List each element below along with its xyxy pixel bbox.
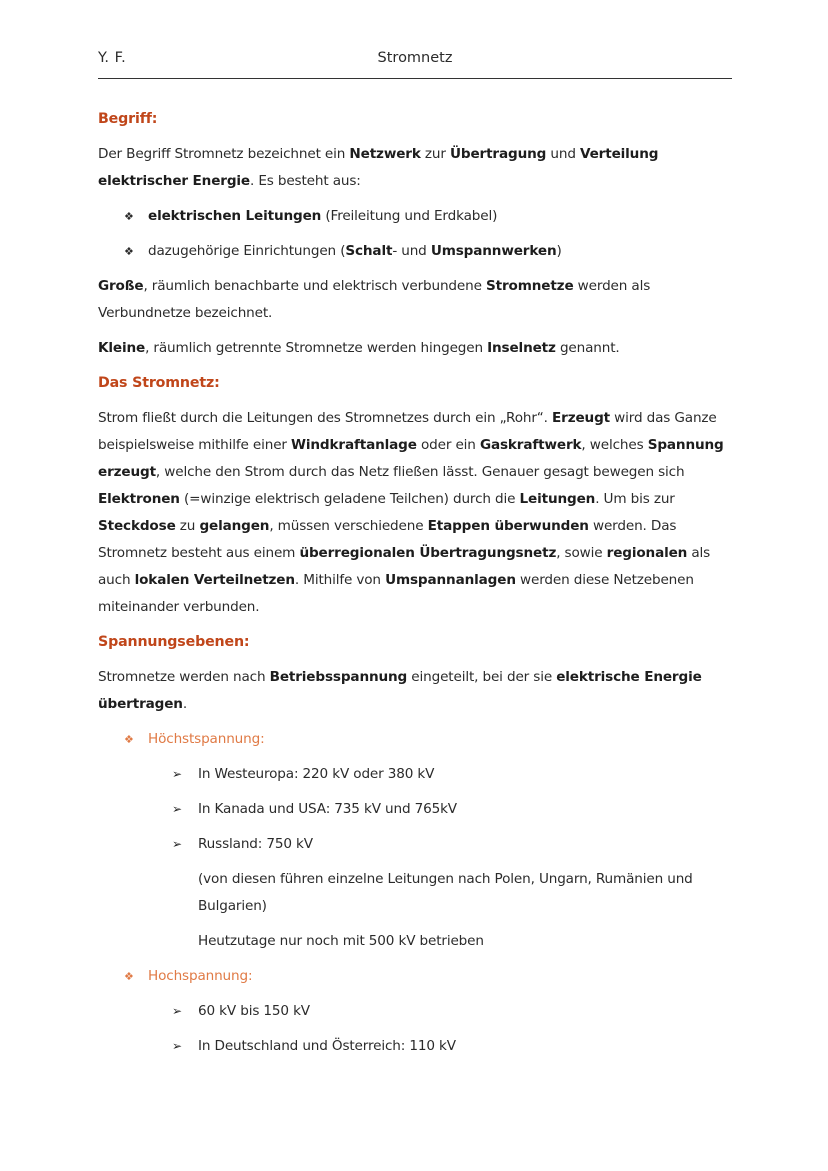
arrow-bullet-icon: ➢ <box>172 1039 182 1053</box>
begriff-intro: Der Begriff Stromnetz bezeichnet ein Netzwerk zur Übertragung und Verteilung elektrischer Energie. Es besteht aus: <box>98 146 659 189</box>
document-body <box>98 106 738 1068</box>
paragraph-inselnetz: Kleine, räumlich getrennte Stromnetze werden hingegen Inselnetz genannt. <box>98 340 620 356</box>
heading-spannungsebenen: Spannungsebenen: <box>98 634 250 650</box>
list-item: ➢ 60 kV bis 150 kV <box>98 998 738 1025</box>
arrow-bullet-icon: ➢ <box>172 802 182 816</box>
diamond-bullet-icon: ❖ <box>124 210 134 223</box>
list-item: ➢ In Deutschland und Österreich: 110 kV <box>98 1033 738 1060</box>
page-header <box>98 48 732 79</box>
bullet-einrichtungen: ❖ dazugehörige Einrichtungen (Schalt- und Umspannwerken) <box>98 238 738 265</box>
heading-stromnetz: Das Stromnetz: <box>98 375 220 391</box>
note-russland-heute: Heutzutage nur noch mit 500 kV betrieben <box>198 933 484 949</box>
list-item: ➢ In Kanada und USA: 735 kV und 765kV <box>98 796 738 823</box>
author-initials: Y. F. <box>98 50 127 66</box>
arrow-bullet-icon: ➢ <box>172 1004 182 1018</box>
paragraph-stromnetz: Strom fließt durch die Leitungen des Stromnetzes durch ein „Rohr“. Erzeugt wird das Ganze beispielsweise mithilfe einer Windkraftanlage oder ein Gaskraftwerk, welches Spannung erzeugt, welche den Strom durch das Netz fließen lässt. Genauer gesagt bewegen sich Elektronen (=winzige elektrisch geladene Teilchen) durch die Leitungen. Um bis zur Steckdose zu gelangen, müssen verschiedene Etappen überwunden werden. Das Stromnetz besteht aus einem überregionalen Übertragungsnetz, sowie regionalen als auch lokalen Verteilnetzen. Mithilfe von Umspannanlagen werden diese Netzebenen miteinander verbunden. <box>98 410 724 615</box>
bullet-leitungen: ❖ elektrischen Leitungen (Freileitung und Erdkabel) <box>98 203 738 230</box>
diamond-bullet-icon: ❖ <box>124 733 134 746</box>
diamond-bullet-icon: ❖ <box>124 245 134 258</box>
note-russland-leitungen: (von diesen führen einzelne Leitungen nach Polen, Ungarn, Rumänien und Bulgarien) <box>198 871 693 914</box>
paragraph-spannungsebenen: Stromnetze werden nach Betriebsspannung eingeteilt, bei der sie elektrische Energie übertragen. <box>98 669 702 712</box>
list-item: ➢ Russland: 750 kV <box>98 831 738 858</box>
arrow-bullet-icon: ➢ <box>172 767 182 781</box>
arrow-bullet-icon: ➢ <box>172 837 182 851</box>
diamond-bullet-icon: ❖ <box>124 970 134 983</box>
heading-begriff: Begriff: <box>98 111 158 127</box>
list-item: ➢ In Westeuropa: 220 kV oder 380 kV <box>98 761 738 788</box>
bullet-hoechstspannung: ❖ Höchstspannung: <box>98 726 738 753</box>
bullet-hochspannung: ❖ Hochspannung: <box>98 963 738 990</box>
document-title: Stromnetz <box>377 50 453 66</box>
paragraph-verbundnetze: Große, räumlich benachbarte und elektrisch verbundene Stromnetze werden als Verbundnetze bezeichnet. <box>98 278 651 321</box>
